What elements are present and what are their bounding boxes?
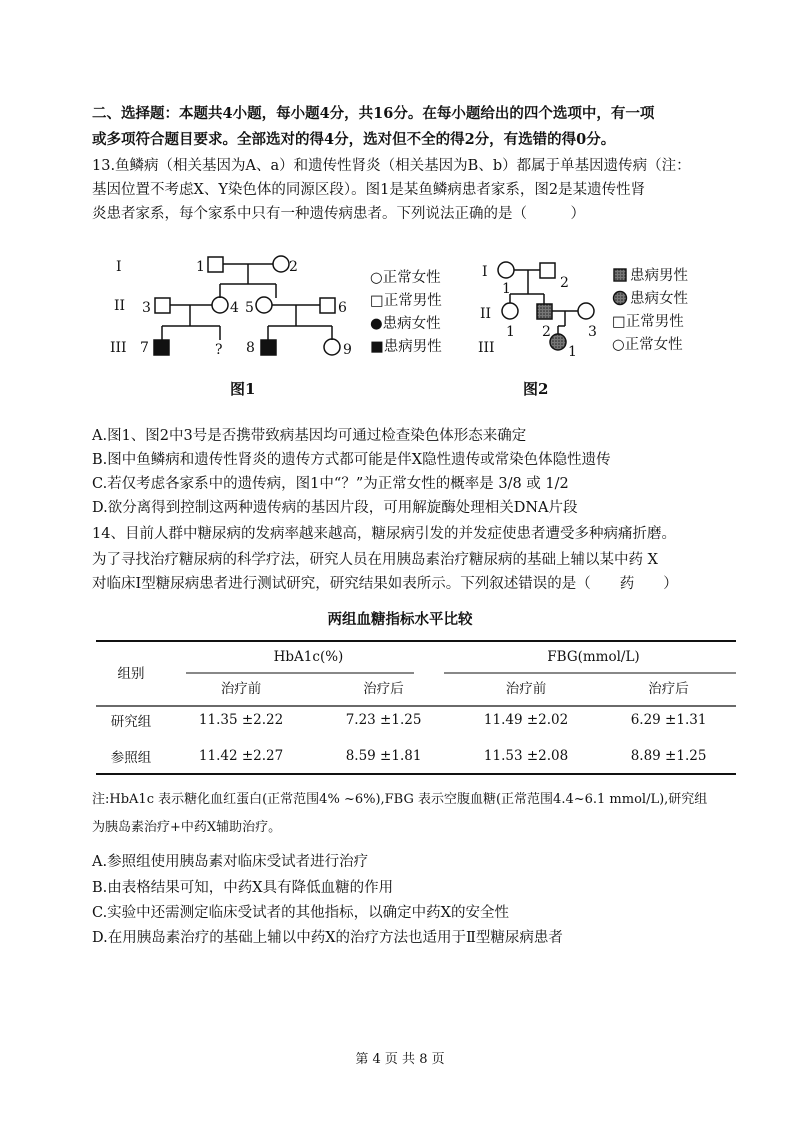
fig1-III8-affected-male	[261, 340, 276, 355]
fig1-II3-normal-male	[155, 298, 170, 313]
fig2-label-III1: 1	[568, 344, 577, 360]
section-header-line1: 二、选择题：本题共4小题，每小题4分，共16分。在每小题给出的四个选项中，有一项	[92, 105, 655, 122]
table-title: 两组血糖指标水平比较	[327, 611, 473, 628]
fig2-legend-affected-male-symbol	[614, 269, 626, 281]
fig2-III1-affected-female	[550, 334, 566, 350]
fig2-gen-II: II	[480, 306, 492, 322]
figure2-pedigree	[468, 256, 618, 366]
fig1-I1-normal-male	[208, 257, 223, 272]
page-footer: 第 4 页 共 8 页	[355, 1052, 445, 1067]
q14-option-c: C.实验中还需测定临床受试者的其他指标，以确定中药X的安全性	[92, 905, 510, 921]
table-header-hba-before: 治疗前	[220, 681, 262, 697]
q14-stem-line1: 14、目前人群中糖尿病的发病率越来越高，糖尿病引发的并发症使患者遭受多种病痛折磨。	[92, 526, 676, 542]
q13-option-d: D.欲分离得到控制这两种遗传病的基因片段，可用解旋酶处理相关DNA片段	[92, 500, 578, 516]
fig2-label-I2: 2	[560, 275, 569, 291]
fig1-label-6: 6	[338, 300, 347, 316]
fig2-gen-I: I	[482, 264, 488, 280]
table-cell-group: 参照组	[110, 750, 152, 766]
fig1-legend-affected-male: ■患病男性	[370, 339, 442, 355]
q14-stem-line2: 为了寻找治疗糖尿病的科学疗法，研究人员在用胰岛素治疗糖尿病的基础上辅以某中药 X	[92, 552, 658, 568]
fig2-I2-normal-male	[540, 263, 555, 278]
fig1-III9-normal-female	[324, 339, 340, 355]
table-cell-hba-before: 11.35 ±2.22	[198, 712, 284, 728]
fig1-gen-III: III	[110, 340, 127, 356]
table-header-group: 组别	[117, 666, 145, 682]
fig2-label-I1: 1	[502, 281, 511, 297]
fig2-label-II1: 1	[506, 324, 515, 340]
fig1-legend-normal-female: ○正常女性	[370, 270, 441, 286]
table-cell-fbg-before: 11.49 ±2.02	[483, 712, 569, 728]
fig1-caption: 图1	[230, 380, 256, 398]
fig2-gen-III: III	[478, 340, 495, 356]
fig1-I2-normal-female	[273, 256, 289, 272]
fig1-label-4: 4	[230, 300, 239, 316]
q14-option-b: B.由表格结果可知，中药X具有降低血糖的作用	[92, 880, 394, 896]
fig2-legend-affected-female-symbol	[614, 292, 627, 305]
blood-glucose-table	[96, 642, 736, 774]
fig1-label-5: 5	[245, 300, 254, 316]
fig1-II6-normal-male	[320, 298, 335, 313]
fig1-label-8: 8	[246, 340, 255, 356]
table-cell-fbg-after: 6.29 ±1.31	[630, 712, 707, 728]
table-cell-hba-after: 8.59 ±1.81	[345, 748, 422, 764]
fig1-III7-affected-male	[154, 340, 169, 355]
fig2-I1-normal-female	[498, 262, 514, 278]
table-cell-hba-after: 7.23 ±1.25	[345, 712, 422, 728]
fig1-gen-I: I	[116, 259, 122, 275]
q14-stem-line3: 对临床Ⅰ型糖尿病患者进行测试研究，研究结果如表所示。下列叙述错误的是（ 药 ）	[92, 576, 678, 592]
table-note-line1: 注:HbA1c 表示糖化血红蛋白(正常范围4% ~6%),FBG 表示空腹血糖(正常范围4.4~6.1 mmol/L),研究组	[92, 792, 708, 807]
q13-stem-line2: 基因位置不考虑X、Y染色体的同源区段）。图1是某鱼鳞病患者家系，图2是某遗传性肾	[92, 182, 646, 198]
fig1-II5-normal-female	[256, 297, 272, 313]
table-cell-fbg-after: 8.89 ±1.25	[630, 748, 707, 764]
fig2-II1-normal-female	[502, 303, 518, 319]
q13-stem-line3: 炎患者家系，每个家系中只有一种遗传病患者。下列说法正确的是（ ）	[92, 206, 585, 222]
fig1-II4-normal-female	[212, 297, 228, 313]
fig2-legend-normal-male: □正常男性	[612, 314, 684, 330]
table-cell-hba-before: 11.42 ±2.27	[198, 748, 284, 764]
table-row	[96, 738, 736, 774]
table-header-fbg-before: 治疗前	[505, 681, 547, 697]
fig2-II2-affected-male	[537, 304, 552, 319]
table-header-hba1c: HbA1c(%)	[273, 649, 344, 665]
fig2-legend-normal-female: ○正常女性	[612, 337, 683, 353]
q14-option-a: A.参照组使用胰岛素对临床受试者进行治疗	[92, 854, 369, 870]
fig1-gen-II: II	[114, 298, 126, 314]
table-row	[96, 702, 736, 738]
table-header-hba-after: 治疗后	[363, 681, 404, 697]
q14-option-d: D.在用胰岛素治疗的基础上辅以中药X的治疗方法也适用于Ⅱ型糖尿病患者	[92, 930, 563, 946]
q13-stem-line1: 13.鱼鳞病（相关基因为A、a）和遗传性肾炎（相关基因为B、b）都属于单基因遗传病（注：	[92, 158, 691, 174]
fig1-label-3: 3	[142, 300, 151, 316]
table-cell-fbg-before: 11.53 ±2.08	[483, 748, 569, 764]
fig1-label-7: 7	[140, 340, 149, 356]
fig2-legend-affected-female: 患病女性	[630, 291, 688, 307]
figure1-pedigree	[100, 244, 370, 364]
q13-option-a: A.图1、图2中3号是否携带致病基因均可通过检查染色体形态来确定	[92, 428, 527, 444]
fig2-label-II2: 2	[542, 324, 551, 340]
fig1-label-2: 2	[289, 259, 298, 275]
fig1-label-9: 9	[343, 342, 352, 358]
fig1-unknown-mark: ?	[215, 342, 223, 358]
fig2-caption: 图2	[523, 380, 549, 398]
fig1-label-1: 1	[196, 259, 205, 275]
fig2-II3-normal-female	[578, 303, 594, 319]
table-header-fbg-after: 治疗后	[648, 681, 689, 697]
q13-option-c: C.若仅考虑各家系中的遗传病，图1中“？”为正常女性的概率是 3/8 或 1/2	[92, 476, 569, 492]
section-header-line2: 或多项符合题目要求。全部选对的得4分，选对但不全的得2分，有选错的得0分。	[92, 131, 616, 148]
table-header-fbg: FBG(mmol/L)	[547, 649, 640, 665]
fig2-legend-affected-male: 患病男性	[630, 268, 688, 284]
fig1-legend-affected-female: ●患病女性	[370, 316, 441, 332]
table-cell-group: 研究组	[110, 714, 152, 730]
table-note-line2: 为胰岛素治疗+中药X辅助治疗。	[92, 820, 282, 835]
fig2-label-II3: 3	[588, 324, 597, 340]
q13-option-b: B.图中鱼鳞病和遗传性肾炎的遗传方式都可能是伴X隐性遗传或常染色体隐性遗传	[92, 452, 611, 468]
fig1-legend-normal-male: □正常男性	[370, 293, 442, 309]
